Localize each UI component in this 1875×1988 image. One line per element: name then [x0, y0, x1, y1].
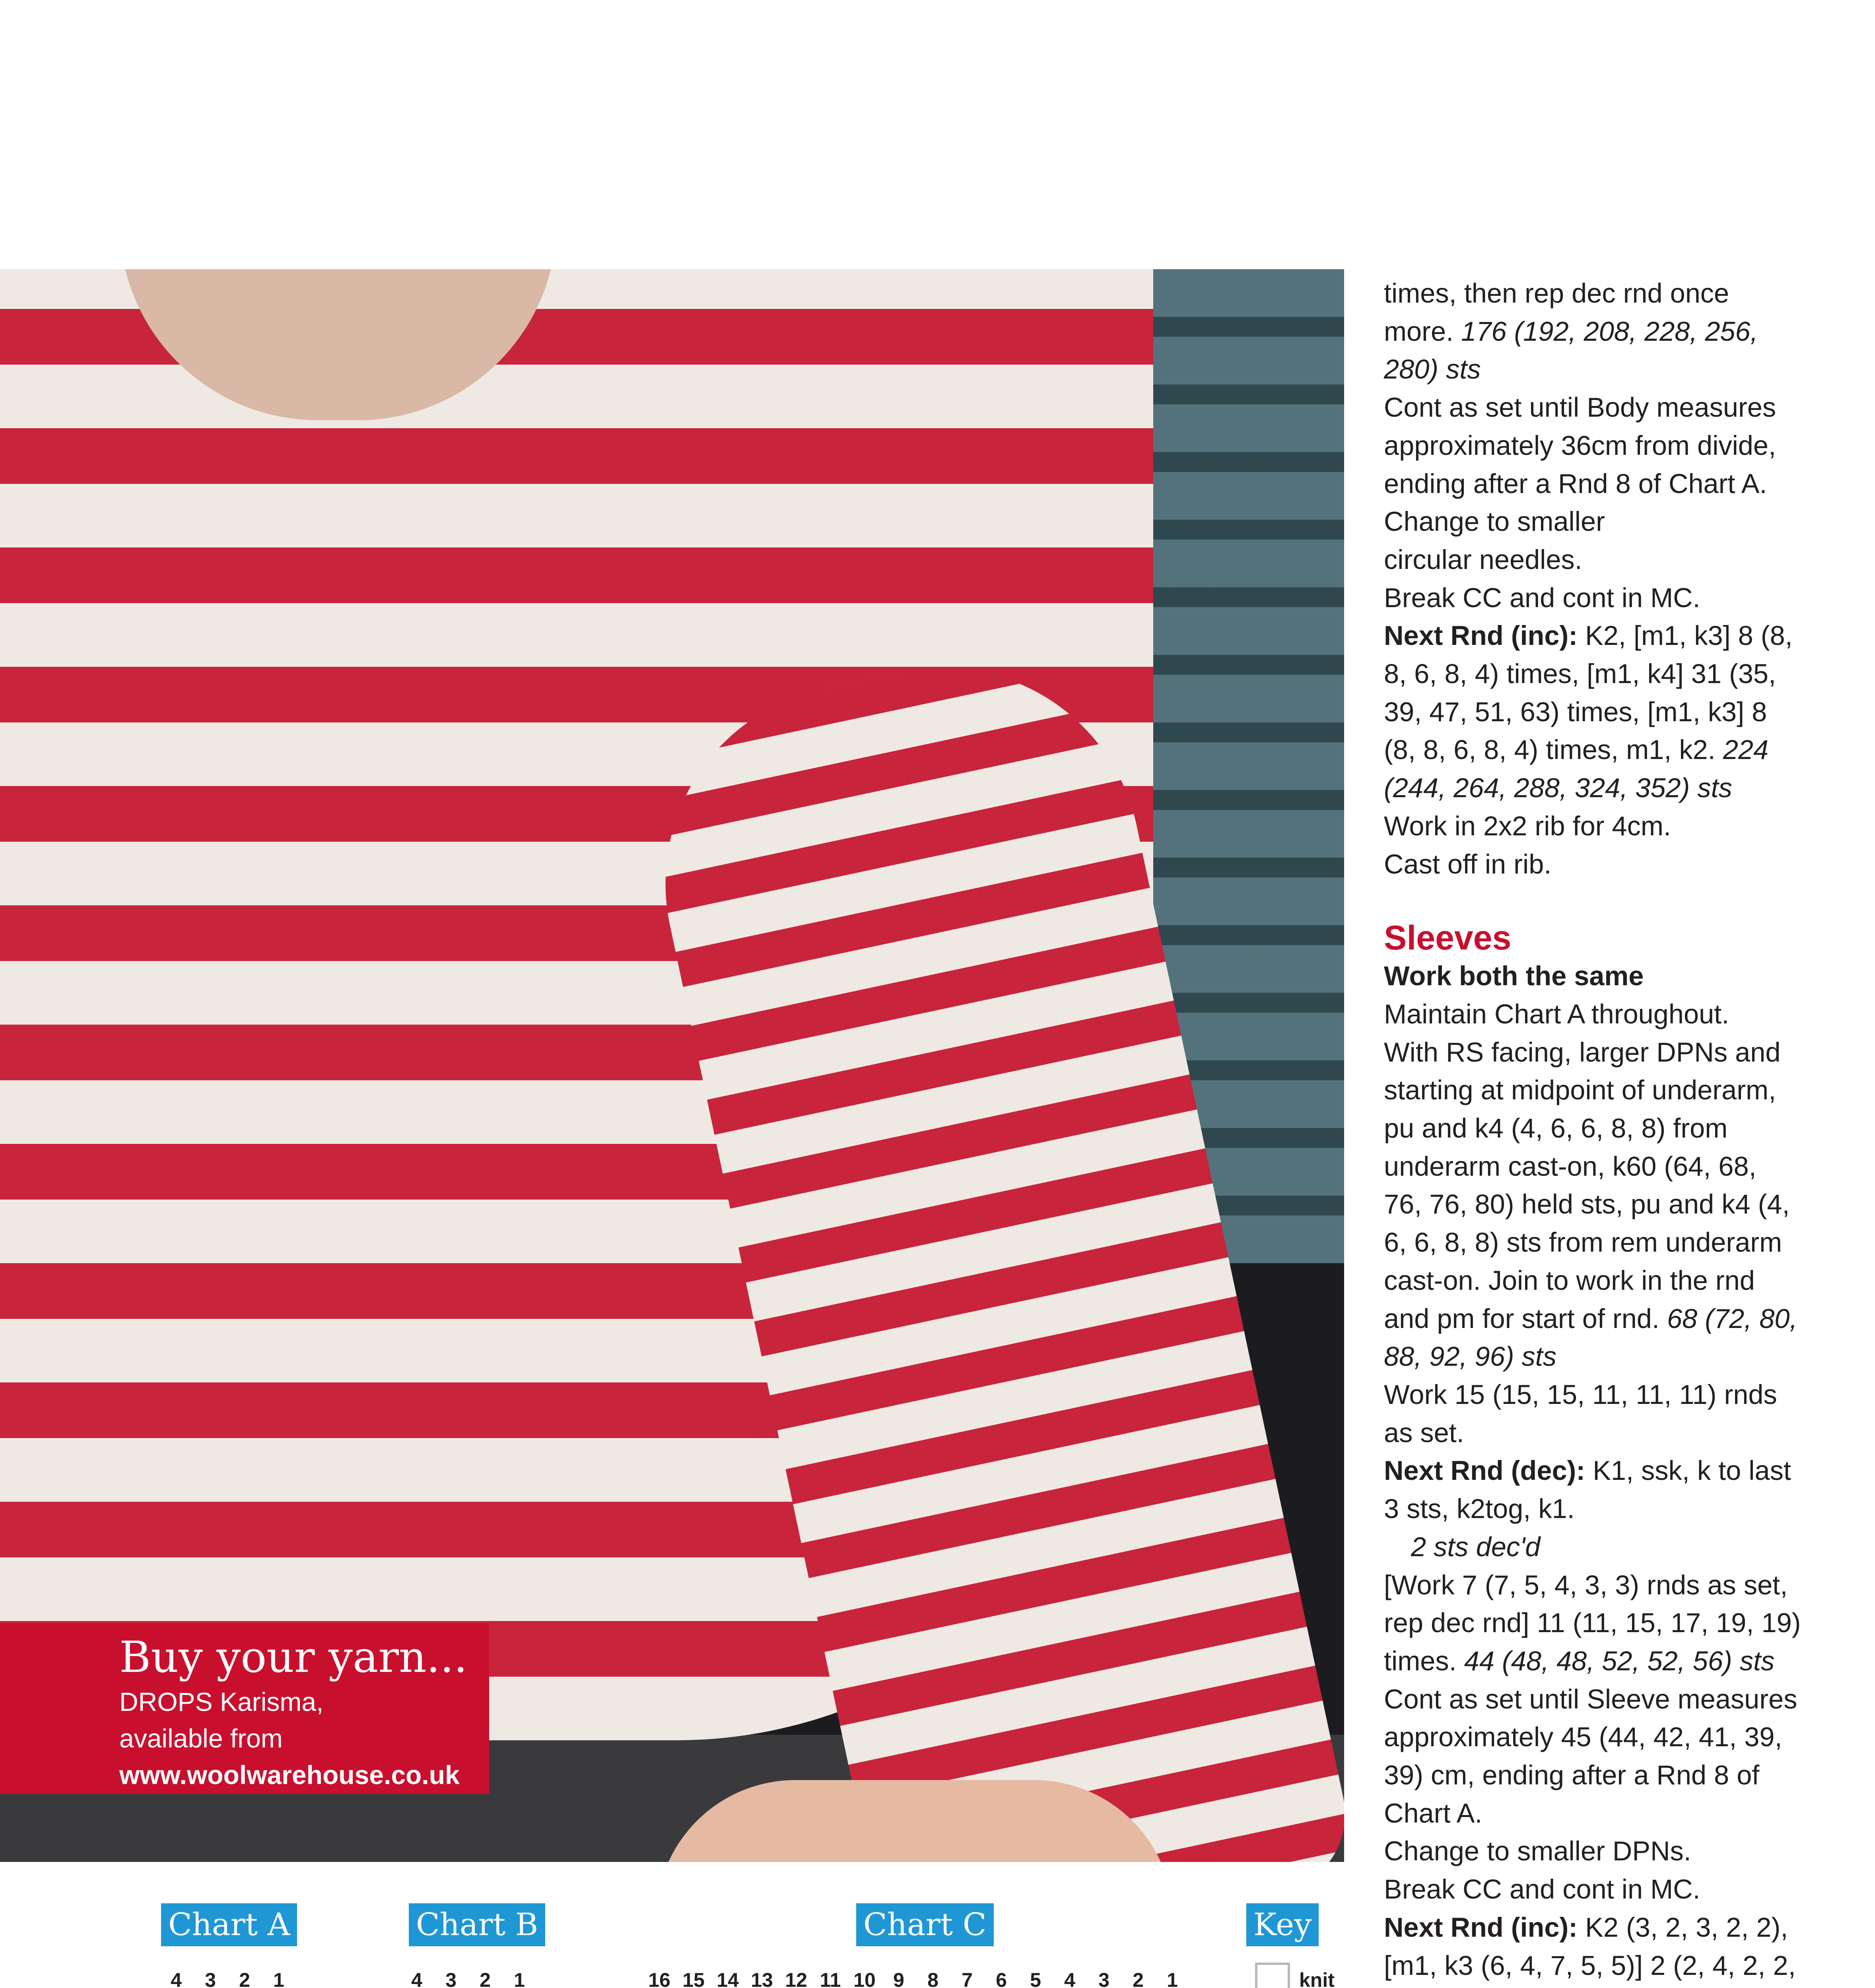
instruction-label: Next Rnd (inc): [1384, 620, 1578, 651]
subheading-text: Work both the same [1384, 961, 1644, 992]
body-paragraph: Cast off in rib. [1384, 848, 1552, 879]
chart-a-title: Chart A [161, 1903, 297, 1946]
buy-yarn-title: Buy your yarn... [119, 1633, 468, 1682]
instruction-row [1384, 1452, 1801, 1528]
chart-b-grid [400, 1959, 592, 1988]
column-label: 2 [480, 1969, 491, 1988]
pattern-text-column [1384, 274, 1801, 1988]
sleeves-heading: Sleeves [1384, 919, 1512, 957]
body-paragraph [1384, 1033, 1801, 1376]
column-label: 7 [962, 1969, 973, 1988]
instruction-label: Next Rnd (inc): [1384, 1912, 1578, 1943]
chart-b-title: Chart B [409, 1903, 545, 1946]
column-label: 12 [785, 1969, 807, 1988]
body-paragraph: Work in 2x2 rib for 4cm. [1384, 810, 1671, 841]
column-label: 5 [1030, 1969, 1041, 1988]
buy-yarn-box [0, 1623, 489, 1794]
instruction-label: Next Rnd (dec): [1384, 1455, 1585, 1486]
body-text: times, then rep dec rnd once more. [1384, 278, 1729, 347]
instruction-row [1384, 1908, 1801, 1988]
column-label: 4 [1064, 1969, 1075, 1988]
key-swatch [1256, 1964, 1289, 1988]
body-paragraph: Work 15 (15, 15, 11, 11, 11) rnds as set. [1384, 1379, 1777, 1448]
column-label: 13 [751, 1969, 773, 1988]
column-label: 16 [648, 1969, 670, 1988]
column-label: 1 [273, 1969, 284, 1988]
body-text: With RS facing, larger DPNs and starting at midpoint of underarm, pu and k4 (4, 6, 6, 8, 8) from underarm cast-on, k60 (64, 68, 76, 76, 80) held sts, pu and k4 (4, 6, 6, 8, 8) sts from rem underarm cast-on. Join to work in the rnd and pm for start of rnd. [1384, 1037, 1790, 1334]
stitch-count: 44 (48, 48, 52, 52, 56) sts [1464, 1645, 1775, 1676]
instruction-row [1384, 617, 1801, 807]
column-label: 6 [996, 1969, 1007, 1988]
body-paragraph: circular needles. [1384, 544, 1582, 575]
column-label: 1 [1167, 1969, 1178, 1988]
column-label: 9 [893, 1969, 904, 1988]
body-paragraph: Break CC and cont in MC. [1384, 1874, 1700, 1905]
buy-yarn-url-link[interactable]: www.woolwarehouse.co.uk [119, 1760, 460, 1790]
chart-key [1255, 1962, 1374, 1988]
body-text: [Work 7 (7, 5, 4, 3, 3) rnds as set, rep dec rnd] 11 (11, 15, 17, 19, 19) times. [1384, 1569, 1801, 1676]
chart-c-title: Chart C [856, 1903, 994, 1946]
column-label: 11 [820, 1969, 841, 1988]
body-paragraph [1384, 274, 1801, 388]
body-paragraph: Change to smaller [1384, 506, 1605, 537]
body-paragraph: Cont as set until Body measures approximately 36cm from divide, ending after a Rnd 8 of Chart A. [1384, 392, 1776, 499]
body-paragraph: Break CC and cont in MC. [1384, 582, 1700, 613]
column-label: 4 [411, 1969, 422, 1988]
instruction-text: K2, [m1, k3] 8 (8, 8, 6, 8, 4) times, [m1, k4] 31 (35, 39, 47, 51, 63) times, [m1, k3] 8 (8, 8, 6, 8, 4) times, m1, k2. [1384, 620, 1793, 765]
buy-yarn-line-1: DROPS Karisma, [119, 1687, 324, 1716]
column-label: 8 [927, 1969, 938, 1988]
column-label: 15 [682, 1969, 705, 1988]
instruction-text: K2 (3, 2, 3, 2, 2), [m1, k3 (6, 4, 7, 5, 5)] 2 (2, 4, 2, 2, [1384, 1912, 1796, 1981]
instruction-text: K1, ssk, k to last 3 sts, k2tog, k1. [1384, 1455, 1791, 1524]
column-label: 14 [717, 1969, 739, 1988]
sleeves-subheading [1384, 957, 1801, 995]
stitch-count: 176 (192, 208, 228, 256, 280) sts [1384, 316, 1758, 385]
stitch-count: 68 (72, 80, 88, 92, 96) sts [1384, 1303, 1797, 1372]
buy-yarn-line-2: available from [119, 1724, 283, 1753]
chart-a-grid [159, 1959, 352, 1988]
body-paragraph: Change to smaller DPNs. [1384, 1836, 1691, 1867]
instruction-row [1384, 1528, 1801, 1566]
column-label: 2 [1133, 1969, 1144, 1988]
stitch-count: 2 sts dec'd [1411, 1531, 1541, 1562]
stitch-count: 224 (244, 264, 288, 324, 352) sts [1384, 734, 1769, 804]
column-label: 2 [239, 1969, 250, 1988]
key-label: knit [1299, 1969, 1335, 1988]
key-title: Key [1246, 1903, 1319, 1946]
column-label: 3 [1098, 1969, 1109, 1988]
column-label: 10 [853, 1969, 876, 1988]
column-label: 4 [171, 1969, 182, 1988]
body-paragraph [1384, 1566, 1801, 1680]
column-label: 3 [445, 1969, 457, 1988]
column-label: 1 [514, 1969, 525, 1988]
chart-c-grid [642, 1959, 1245, 1988]
column-label: 3 [205, 1969, 216, 1988]
body-paragraph: Cont as set until Sleeve measures approximately 45 (44, 42, 41, 39, 39) cm, ending after a Rnd 8 of Chart A. [1384, 1683, 1797, 1829]
body-paragraph: Maintain Chart A throughout. [1384, 998, 1729, 1029]
